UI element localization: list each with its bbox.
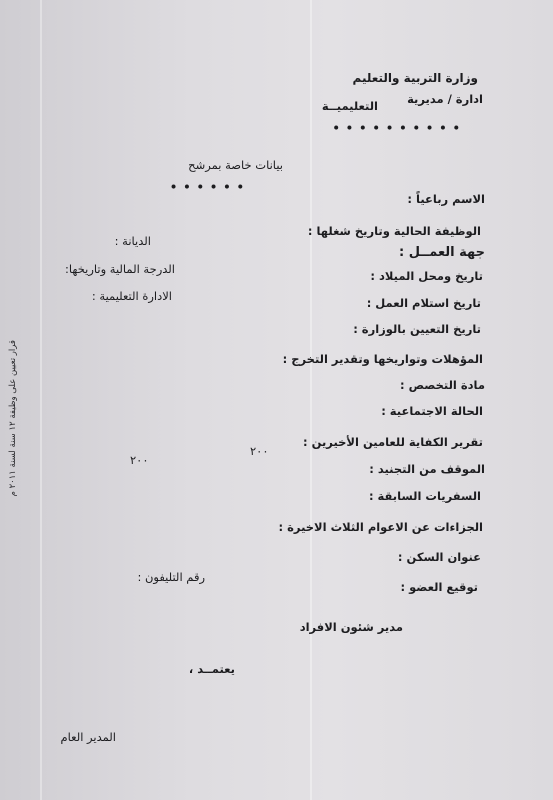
personnel-director: مدير شئون الافراد: [299, 620, 403, 634]
directorate-dots: • • • • • • • • • •: [332, 121, 461, 135]
field-previous-travel: السفريات السابقة :: [368, 489, 481, 503]
margin-note-text: قرار تعيين على وظيفة ١٢ سنة لسنة ٢٠١١ م: [8, 340, 18, 497]
paper-fold: [40, 0, 42, 800]
efficiency-value-2: ٢٠٠: [130, 453, 149, 467]
field-religion: الديانة :: [114, 234, 151, 248]
efficiency-value-1: ٢٠٠: [250, 444, 269, 458]
field-birth: تاريخ ومحل الميلاد :: [370, 269, 483, 283]
directorate-prefix: ادارة / مديرية: [407, 92, 483, 106]
field-marital-status: الحالة الاجتماعية :: [381, 404, 483, 418]
phone-label: رقم التليفون :: [137, 570, 205, 584]
field-military-status: الموقف من التجنيد :: [369, 462, 485, 476]
field-qualifications: المؤهلات وتواريخها وتقدير التخرج :: [282, 352, 483, 366]
paper-fold: [310, 0, 312, 800]
field-current-job: الوظيفة الحالية وتاريخ شغلها :: [307, 224, 481, 238]
candidate-section-dots: • • • • • •: [169, 180, 245, 194]
field-appointment-date: تاريخ التعيين بالوزارة :: [353, 322, 481, 336]
ministry-name: وزارة التربية والتعليم: [352, 71, 478, 85]
field-educational-administration: الادارة التعليمية :: [91, 289, 172, 303]
field-efficiency-report: تقرير الكفاية للعامين الأخيرين :: [303, 435, 483, 449]
field-member-signature: توقيع العضو :: [400, 580, 478, 594]
approval-text: يعتمــد ،: [188, 662, 235, 676]
field-start-date: تاريخ استلام العمل :: [366, 296, 481, 310]
general-director: المدير العام: [60, 730, 116, 744]
candidate-section-title: بيانات خاصة بمرشح: [188, 158, 283, 172]
field-full-name: الاسم رباعياً :: [407, 192, 485, 206]
field-specialization: مادة التخصص :: [400, 378, 485, 392]
field-address: عنوان السكن :: [397, 550, 481, 564]
field-penalties: الجزاءات عن الاعوام الثلاث الاخيرة :: [278, 520, 483, 534]
directorate-suffix: التعليميــة: [321, 99, 378, 113]
field-financial-grade: الدرجة المالية وتاريخها:: [65, 262, 175, 276]
field-workplace: جهة العمــل :: [399, 245, 485, 260]
